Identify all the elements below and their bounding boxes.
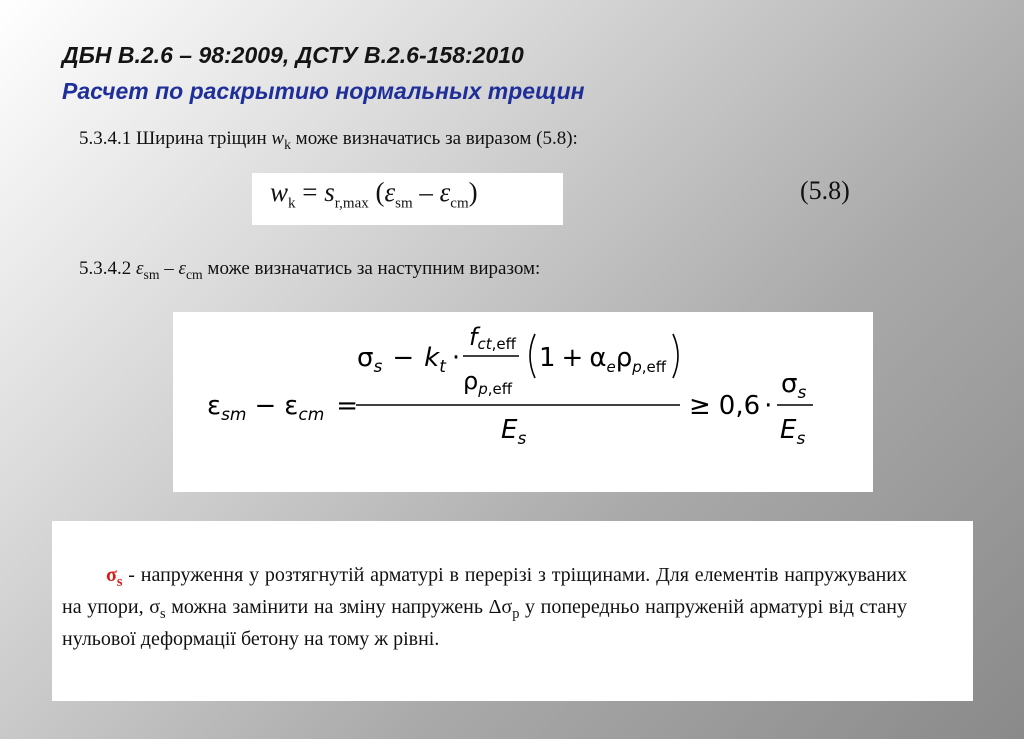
s-sub: r,max bbox=[334, 195, 369, 212]
symbol-w: w bbox=[271, 128, 285, 149]
clause-number: 5.3.4.2 bbox=[79, 258, 132, 279]
eps-symbol-2: ε bbox=[178, 258, 186, 279]
cm-sub: cm bbox=[185, 266, 203, 282]
definition-text-2: можна замінити на зміну напружень bbox=[165, 596, 489, 618]
definition-text-3: у попередньо напруженій арматурі від стану нульової деформації бетону на тому ж рівні. bbox=[62, 596, 907, 650]
svg-text:σs−kt·: $\sigma_s - k_t$ · bbox=[357, 343, 461, 377]
sigma-sub: s bbox=[160, 606, 166, 622]
svg-text:1+αeρp,eff: $1 + \alpha_e\rho_{p,eff}$ bbox=[539, 343, 667, 376]
page-subtitle: Расчет по раскрытию нормальных трещин bbox=[62, 78, 585, 104]
minus-sign: – bbox=[412, 177, 440, 207]
svg-text:σs: $\sigma_s$ bbox=[781, 369, 807, 403]
clause-text-rest: може визначатись за наступним виразом: bbox=[207, 258, 541, 279]
svg-text:≥0,6·: ≥ 0,6 · bbox=[689, 391, 773, 421]
w-symbol: w bbox=[270, 177, 289, 207]
clause-5-3-4-1 bbox=[79, 128, 578, 153]
clause-text: Ширина тріщин bbox=[136, 128, 267, 149]
definition-text-1: - напруження у розтягнутій арматурі в перерізі з тріщинами. Для елементів напружуваних на упори, bbox=[62, 564, 907, 618]
eps-symbol: ε bbox=[136, 258, 144, 279]
sigma-s-symbol: $\sigma_s$ bbox=[106, 564, 123, 590]
delta-sigma-symbol: Δσ bbox=[488, 596, 513, 618]
clause-5-3-4-2 bbox=[79, 258, 540, 283]
symbol-w-sub: k bbox=[284, 136, 291, 152]
formula-5-8 bbox=[270, 177, 478, 212]
formula-strain bbox=[173, 312, 873, 492]
sm-sub: sm bbox=[395, 195, 413, 212]
close-paren: ) bbox=[468, 177, 478, 207]
clause-text-rest: може визначатись за виразом (5.8): bbox=[295, 128, 578, 149]
page-title: ДБН В.2.6 – 98:2009, ДСТУ В.2.6-158:2010 bbox=[62, 42, 524, 68]
w-sub: k bbox=[288, 195, 296, 212]
equals-sign: = bbox=[295, 177, 325, 207]
svg-text:Es: $E_s$ bbox=[501, 415, 527, 449]
eps-symbol-2: ε bbox=[439, 177, 451, 207]
formula-5-8-box bbox=[252, 173, 563, 225]
svg-text:ρp,eff: $\rho_{p,eff}$ bbox=[463, 367, 513, 398]
definition-paragraph bbox=[62, 563, 907, 652]
open-paren: ( bbox=[368, 177, 385, 207]
formula-strain-box bbox=[173, 312, 873, 492]
minus-sign: – bbox=[159, 258, 179, 279]
cm-sub: cm bbox=[450, 195, 469, 212]
delta-sigma-sub: p bbox=[512, 606, 520, 622]
svg-text:fct,eff: fct,eff bbox=[469, 323, 516, 353]
s-symbol: s bbox=[324, 177, 335, 207]
sigma-symbol: σ bbox=[149, 596, 160, 618]
equation-number: (5.8) bbox=[800, 176, 850, 205]
definition-box bbox=[52, 521, 973, 701]
svg-text:Es: $E_s$ bbox=[780, 415, 806, 449]
svg-text:εsm−εcm=: $\varepsilon_{sm} - \varepsilon_{cm}$ = bbox=[207, 391, 359, 425]
sm-sub: sm bbox=[143, 266, 160, 282]
clause-number: 5.3.4.1 bbox=[79, 128, 132, 149]
eps-symbol: ε bbox=[384, 177, 396, 207]
